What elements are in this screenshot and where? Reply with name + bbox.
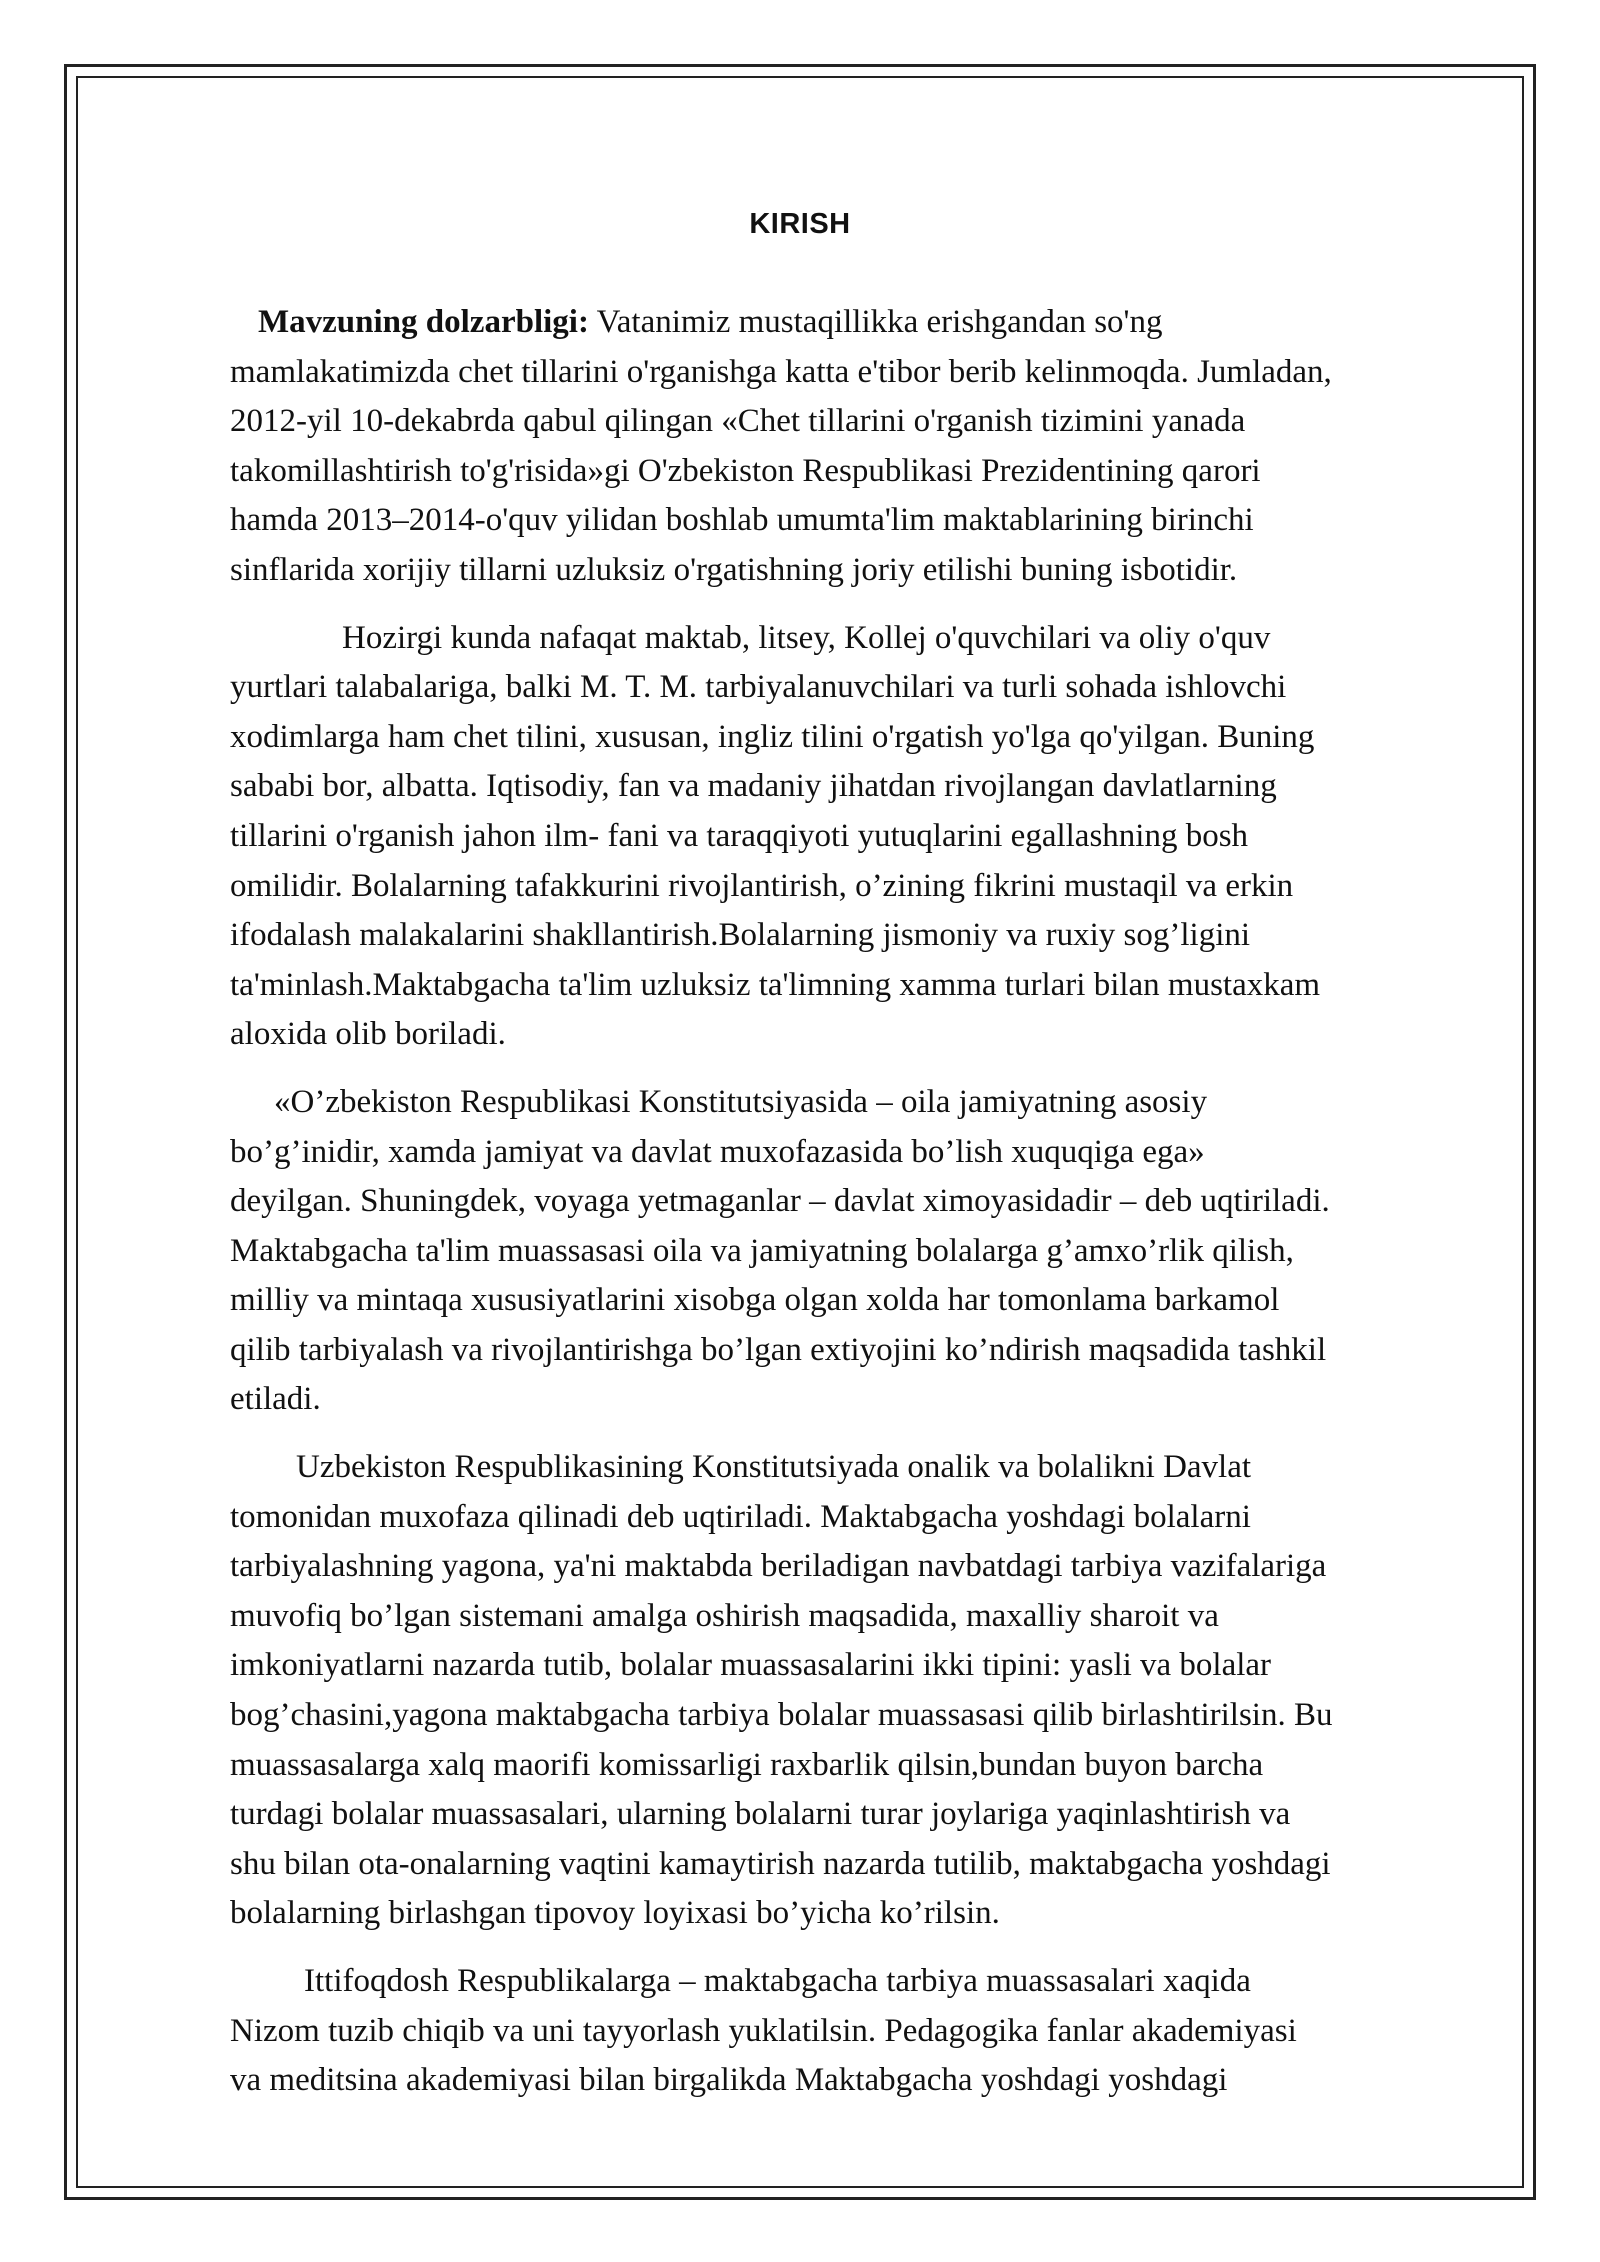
- text-line: sinflarida xorijiy tillarni uzluksiz o'rgatishning joriy etilishi buning isbotidir.: [230, 551, 1238, 588]
- text-line: Vatanimiz mustaqillikka erishgandan so'ng: [588, 304, 1163, 340]
- text-line: tarbiyalashning yagona, ya'ni maktabda beriladigan navbatdagi tarbiya vazifalariga: [230, 1548, 1327, 1585]
- text-line: shu bilan ota-onalarning vaqtini kamaytirish nazarda tutilib, maktabgacha yoshdagi: [230, 1845, 1331, 1882]
- text-line: takomillashtirish to'g'risida»gi O'zbekiston Respublikasi Prezidentining qarori: [230, 452, 1261, 489]
- text-line: yurtlari talabalariga, balki M. T. M. tarbiyalanuvchilari va turli sohada ishlovchi: [230, 669, 1287, 706]
- text-line: ifodalash malakalarini shakllantirish.Bolalarning jismoniy va ruxiy sog’ligini: [230, 917, 1251, 954]
- text-line: muassasalarga xalq maorifi komissarligi raxbarlik qilsin,bundan buyon barcha: [230, 1746, 1264, 1783]
- text-line: hamda 2013–2014-o'quv yilidan boshlab umumta'lim maktablarining birinchi: [230, 502, 1254, 539]
- paragraph-nowadays: [230, 614, 1495, 1060]
- text-line: 2012-yil 10-dekabrda qabul qilingan «Chet tillarini o'rganish tizimini yanada: [230, 403, 1246, 440]
- text-line: qilib tarbiyalash va rivojlantirishga bo’lgan extiyojini ko’ndirish maqsadida tashkil: [230, 1331, 1327, 1368]
- text-line: turdagi bolalar muassasalari, ularning bolalarni turar joylariga yaqinlashtirish va: [230, 1796, 1291, 1833]
- text-line: xodimlarga ham chet tilini, xususan, ingliz tilini o'rgatish yo'lga qo'yilgan. Buning: [230, 718, 1315, 755]
- paragraph-constitution: [230, 1078, 1495, 1425]
- text-line: Hozirgi kunda nafaqat maktab, litsey, Kollej o'quvchilari va oliy o'quv: [342, 619, 1271, 656]
- text-line: etiladi.: [230, 1381, 321, 1418]
- relevance-lead: Mavzuning dolzarbligi:: [258, 304, 589, 340]
- text-line: ta'minlash.Maktabgacha ta'lim uzluksiz ta'limning xamma turlari bilan mustaxkam: [230, 966, 1321, 1003]
- text-line: muvofiq bo’lgan sistemani amalga oshirish maqsadida, maxalliy sharoit va: [230, 1597, 1219, 1634]
- text-line: Maktabgacha ta'lim muassasasi oila va jamiyatning bolalarga g’amxo’rlik qilish,: [230, 1232, 1294, 1269]
- text-line: tomonidan muxofaza qilinadi deb uqtiriladi. Maktabgacha yoshdagi bolalarni: [230, 1498, 1251, 1535]
- text-line: imkoniyatlarni nazarda tutib, bolalar muassasalarini ikki tipini: yasli va bolalar: [230, 1647, 1272, 1684]
- page-title: KIRISH: [749, 208, 851, 240]
- paragraph-allied-republics: [230, 1957, 1495, 2106]
- text-line: bo’g’inidir, xamda jamiyat va davlat muxofazasida bo’lish xuquqiga ega»: [230, 1133, 1205, 1170]
- text-line: va meditsina akademiyasi bilan birgalikda Maktabgacha yoshdagi yoshdagi: [230, 2062, 1228, 2099]
- text-line: sababi bor, albatta. Iqtisodiy, fan va madaniy jihatdan rivojlangan davlatlarning: [230, 768, 1277, 805]
- text-line: Ittifoqdosh Respublikalarga – maktabgacha tarbiya muassasalari xaqida: [304, 1963, 1251, 1999]
- text-line: deyilgan. Shuningdek, voyaga yetmaganlar – davlat ximoyasidadir – deb uqtiriladi.: [230, 1183, 1330, 1220]
- text-line: milliy va mintaqa xususiyatlarini xisobga olgan xolda har tomonlama barkamol: [230, 1282, 1280, 1319]
- text-line: tillarini o'rganish jahon ilm- fani va taraqqiyoti yutuqlarini egallashning bosh: [230, 817, 1249, 854]
- text-line: Nizom tuzib chiqib va uni tayyorlash yuklatilsin. Pedagogika fanlar akademiyasi: [230, 2012, 1297, 2049]
- text-line: bolalarning birlashgan tipovoy loyixasi bo’yicha ko’rilsin.: [230, 1895, 1000, 1932]
- text-line: bog’chasini,yagona maktabgacha tarbiya bolalar muassasasi qilib birlashtirilsin. Bu: [230, 1697, 1333, 1734]
- text-line: mamlakatimizda chet tillarini o'rganishga katta e'tibor berib kelinmoqda. Jumladan,: [230, 353, 1332, 390]
- paragraph-relevance: [230, 298, 1495, 596]
- document-body: [230, 298, 1495, 2106]
- text-line: «O’zbekiston Respublikasi Konstitutsiyasida – oila jamiyatning asosiy: [274, 1083, 1208, 1120]
- text-line: Uzbekiston Respublikasining Konstitutsiyada onalik va bolalikni Davlat: [296, 1449, 1252, 1486]
- paragraph-uzbekistan: [230, 1443, 1495, 1939]
- text-line: aloxida olib boriladi.: [230, 1016, 506, 1053]
- text-line: omilidir. Bolalarning tafakkurini rivojlantirish, o’zining fikrini mustaqil va erkin: [230, 867, 1294, 904]
